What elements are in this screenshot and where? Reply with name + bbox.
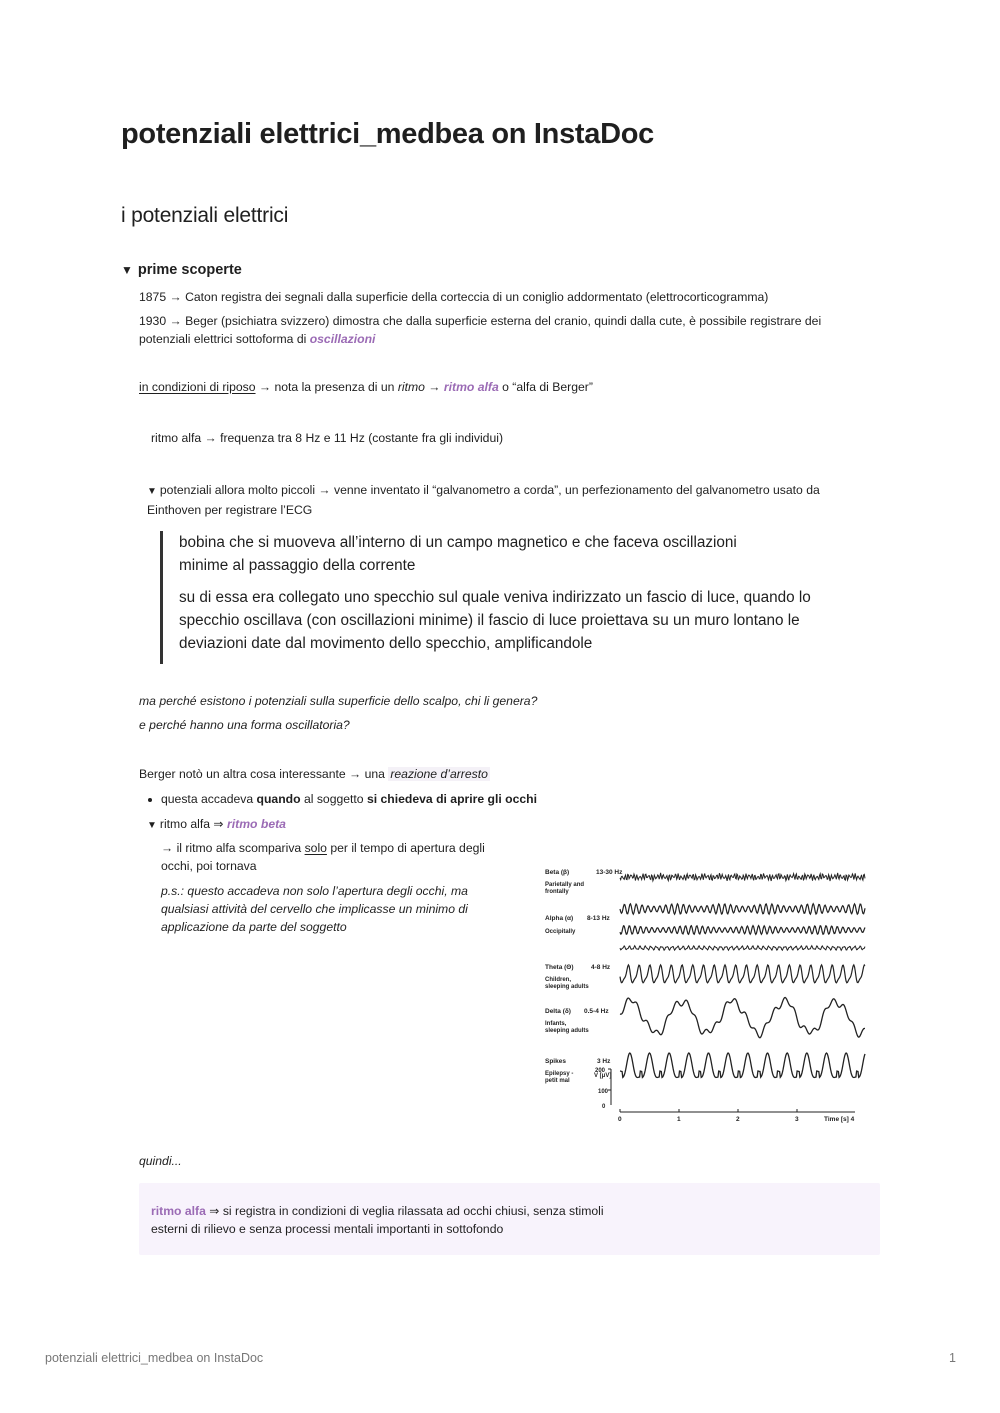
svg-text:petit mal: petit mal bbox=[545, 1078, 570, 1084]
svg-text:Beta (β): Beta (β) bbox=[545, 869, 570, 876]
svg-text:sleeping adults: sleeping adults bbox=[545, 1028, 589, 1034]
text: 1930 → Beger (psichiatra svizzero) dimostra che dalla superficie esterna del cranio, quindi dalla cute, è possibile registrare dei bbox=[139, 314, 822, 328]
page-number: 1 bbox=[949, 1351, 956, 1365]
alpha-wave bbox=[620, 946, 865, 951]
svg-text:100: 100 bbox=[598, 1089, 609, 1095]
svg-text:Time [s] 4: Time [s] 4 bbox=[824, 1116, 855, 1123]
quote-paragraph bbox=[179, 531, 879, 577]
riposo-line bbox=[139, 378, 593, 396]
svg-text:sleeping adults: sleeping adults bbox=[545, 984, 589, 990]
svg-text:Parietally and: Parietally and bbox=[545, 882, 585, 888]
text: specchio oscillava (con oscillazioni minime) il fascio di luce proiettava su un muro lontano le bbox=[179, 612, 800, 629]
text: ritmo bbox=[397, 380, 425, 394]
svg-text:V [μV]: V [μV] bbox=[594, 1073, 612, 1079]
svg-text:4-8 Hz: 4-8 Hz bbox=[591, 964, 611, 971]
x-axis bbox=[618, 1109, 855, 1123]
text: deviazioni date dal movimento dello specchio, amplificandole bbox=[179, 635, 593, 652]
bullet-icon bbox=[148, 798, 152, 802]
text: → nota la presenza di un bbox=[255, 380, 398, 394]
text: qualsiasi attività del cervello che implicasse un minimo di bbox=[161, 902, 468, 916]
line-1930 bbox=[139, 312, 879, 348]
text: solo bbox=[304, 841, 327, 855]
band-theta-label bbox=[545, 964, 611, 990]
text: potenziali allora molto piccoli → venne inventato il “galvanometro a corda”, un perfezionamento del galvanometro usato da bbox=[159, 483, 820, 497]
triangle-down-icon[interactable]: ▼ bbox=[147, 820, 157, 831]
page-title: potenziali elettrici_medbea on InstaDoc bbox=[121, 118, 654, 150]
blockquote bbox=[160, 531, 879, 664]
toggle-prime-scoperte[interactable] bbox=[121, 262, 242, 278]
oscillazioni-highlight: oscillazioni bbox=[309, 332, 376, 346]
text: per il tempo di apertura degli bbox=[326, 841, 485, 855]
svg-text:0: 0 bbox=[602, 1104, 606, 1110]
svg-text:8-13 Hz: 8-13 Hz bbox=[587, 915, 610, 922]
alpha-wave bbox=[620, 926, 865, 935]
text: → il ritmo alfa scompariva bbox=[161, 841, 305, 855]
text: potenziali elettrici sottoforma di bbox=[139, 332, 310, 346]
quindi: quindi... bbox=[139, 1154, 182, 1168]
triangle-down-icon[interactable]: ▼ bbox=[121, 263, 133, 277]
svg-text:0.5-4 Hz: 0.5-4 Hz bbox=[584, 1008, 609, 1015]
delta-wave bbox=[620, 998, 865, 1038]
band-alpha-label bbox=[545, 915, 611, 935]
svg-text:Spikes: Spikes bbox=[545, 1058, 566, 1065]
question-2: e perché hanno una forma oscillatoria? bbox=[139, 718, 350, 732]
svg-text:3: 3 bbox=[795, 1116, 799, 1123]
question-1: ma perché esistono i potenziali sulla superficie dello scalpo, chi li genera? bbox=[139, 694, 538, 708]
svg-text:Infants,: Infants, bbox=[545, 1021, 567, 1027]
svg-text:Delta (δ): Delta (δ) bbox=[545, 1008, 571, 1015]
text: si chiedeva di aprire gli occhi bbox=[366, 792, 537, 806]
eeg-waves-figure bbox=[540, 862, 870, 1124]
svg-text:2: 2 bbox=[736, 1116, 740, 1123]
svg-text:0: 0 bbox=[618, 1116, 622, 1123]
beta-wave bbox=[620, 873, 865, 881]
text: ⇒ si registra in condizioni di veglia rilassata ad occhi chiusi, senza stimoli bbox=[205, 1204, 604, 1218]
svg-text:3 Hz: 3 Hz bbox=[597, 1058, 611, 1065]
text: p.s.: questo accadeva non solo l’apertura degli occhi, ma bbox=[161, 884, 468, 898]
callout-text bbox=[151, 1202, 851, 1238]
reazione-highlight: reazione d’arresto bbox=[390, 767, 488, 781]
y-axis bbox=[594, 1068, 611, 1110]
text: ritmo alfa ⇒ bbox=[159, 817, 228, 831]
scompariva-text bbox=[161, 839, 521, 875]
callout-box bbox=[139, 1183, 880, 1255]
theta-wave bbox=[620, 965, 865, 983]
footer-title: potenziali elettrici_medbea on InstaDoc bbox=[45, 1351, 264, 1365]
ritmo-beta-highlight: ritmo beta bbox=[227, 817, 286, 831]
svg-text:Alpha (α): Alpha (α) bbox=[545, 915, 574, 922]
triangle-down-icon[interactable]: ▼ bbox=[147, 486, 157, 497]
toggle-ritmo-beta[interactable] bbox=[147, 815, 286, 835]
text: → bbox=[424, 380, 444, 394]
toggle-potenziali-piccoli[interactable] bbox=[147, 481, 877, 519]
text: Einthoven per registrare l’ECG bbox=[147, 503, 313, 517]
text: al soggetto bbox=[300, 792, 367, 806]
svg-text:Occipitally: Occipitally bbox=[545, 929, 576, 935]
spikes-wave bbox=[620, 1053, 865, 1078]
svg-text:Children,: Children, bbox=[545, 977, 572, 983]
svg-text:frontally: frontally bbox=[545, 889, 569, 895]
freq-line: ritmo alfa → frequenza tra 8 Hz e 11 Hz (costante fra gli individui) bbox=[151, 431, 504, 445]
svg-text:1: 1 bbox=[677, 1116, 681, 1123]
text: o “alfa di Berger” bbox=[498, 380, 593, 394]
svg-text:Epilepsy -: Epilepsy - bbox=[545, 1071, 574, 1077]
text: su di essa era collegato uno specchio sul quale veniva indirizzato un fascio di luce, quando lo bbox=[179, 589, 811, 606]
svg-text:Theta (Θ): Theta (Θ) bbox=[545, 964, 574, 971]
text: occhi, poi tornava bbox=[161, 859, 257, 873]
section-heading: i potenziali elettrici bbox=[121, 204, 289, 227]
bullet-item bbox=[148, 790, 537, 808]
quote-paragraph bbox=[179, 586, 879, 655]
band-delta-label bbox=[545, 1008, 609, 1034]
text: Berger notò un altra cosa interessante → una bbox=[139, 767, 389, 781]
toggle-label: prime scoperte bbox=[137, 262, 242, 278]
line-1875: 1875 → Caton registra dei segnali dalla superficie della corteccia di un coniglio addormentato (elettrocorticogramma) bbox=[139, 290, 769, 304]
ritmo-alfa-highlight: ritmo alfa bbox=[151, 1204, 206, 1218]
ritmo-alfa-highlight: ritmo alfa bbox=[443, 380, 499, 394]
text: in condizioni di riposo bbox=[139, 380, 256, 394]
ps-note bbox=[161, 882, 521, 936]
text: esterni di rilievo e senza processi mentali importanti in sottofondo bbox=[151, 1222, 504, 1236]
svg-text:200: 200 bbox=[595, 1068, 606, 1074]
svg-text:13-30 Hz: 13-30 Hz bbox=[596, 869, 623, 876]
text: applicazione da parte del soggetto bbox=[161, 920, 347, 934]
text: minime al passaggio della corrente bbox=[179, 557, 416, 574]
band-beta-label bbox=[545, 869, 623, 895]
text: quando bbox=[256, 792, 301, 806]
alpha-wave bbox=[620, 904, 865, 914]
berger-line bbox=[139, 765, 490, 783]
text: questa accadeva bbox=[161, 792, 257, 806]
text: bobina che si muoveva all’interno di un campo magnetico e che faceva oscillazioni bbox=[179, 534, 737, 551]
